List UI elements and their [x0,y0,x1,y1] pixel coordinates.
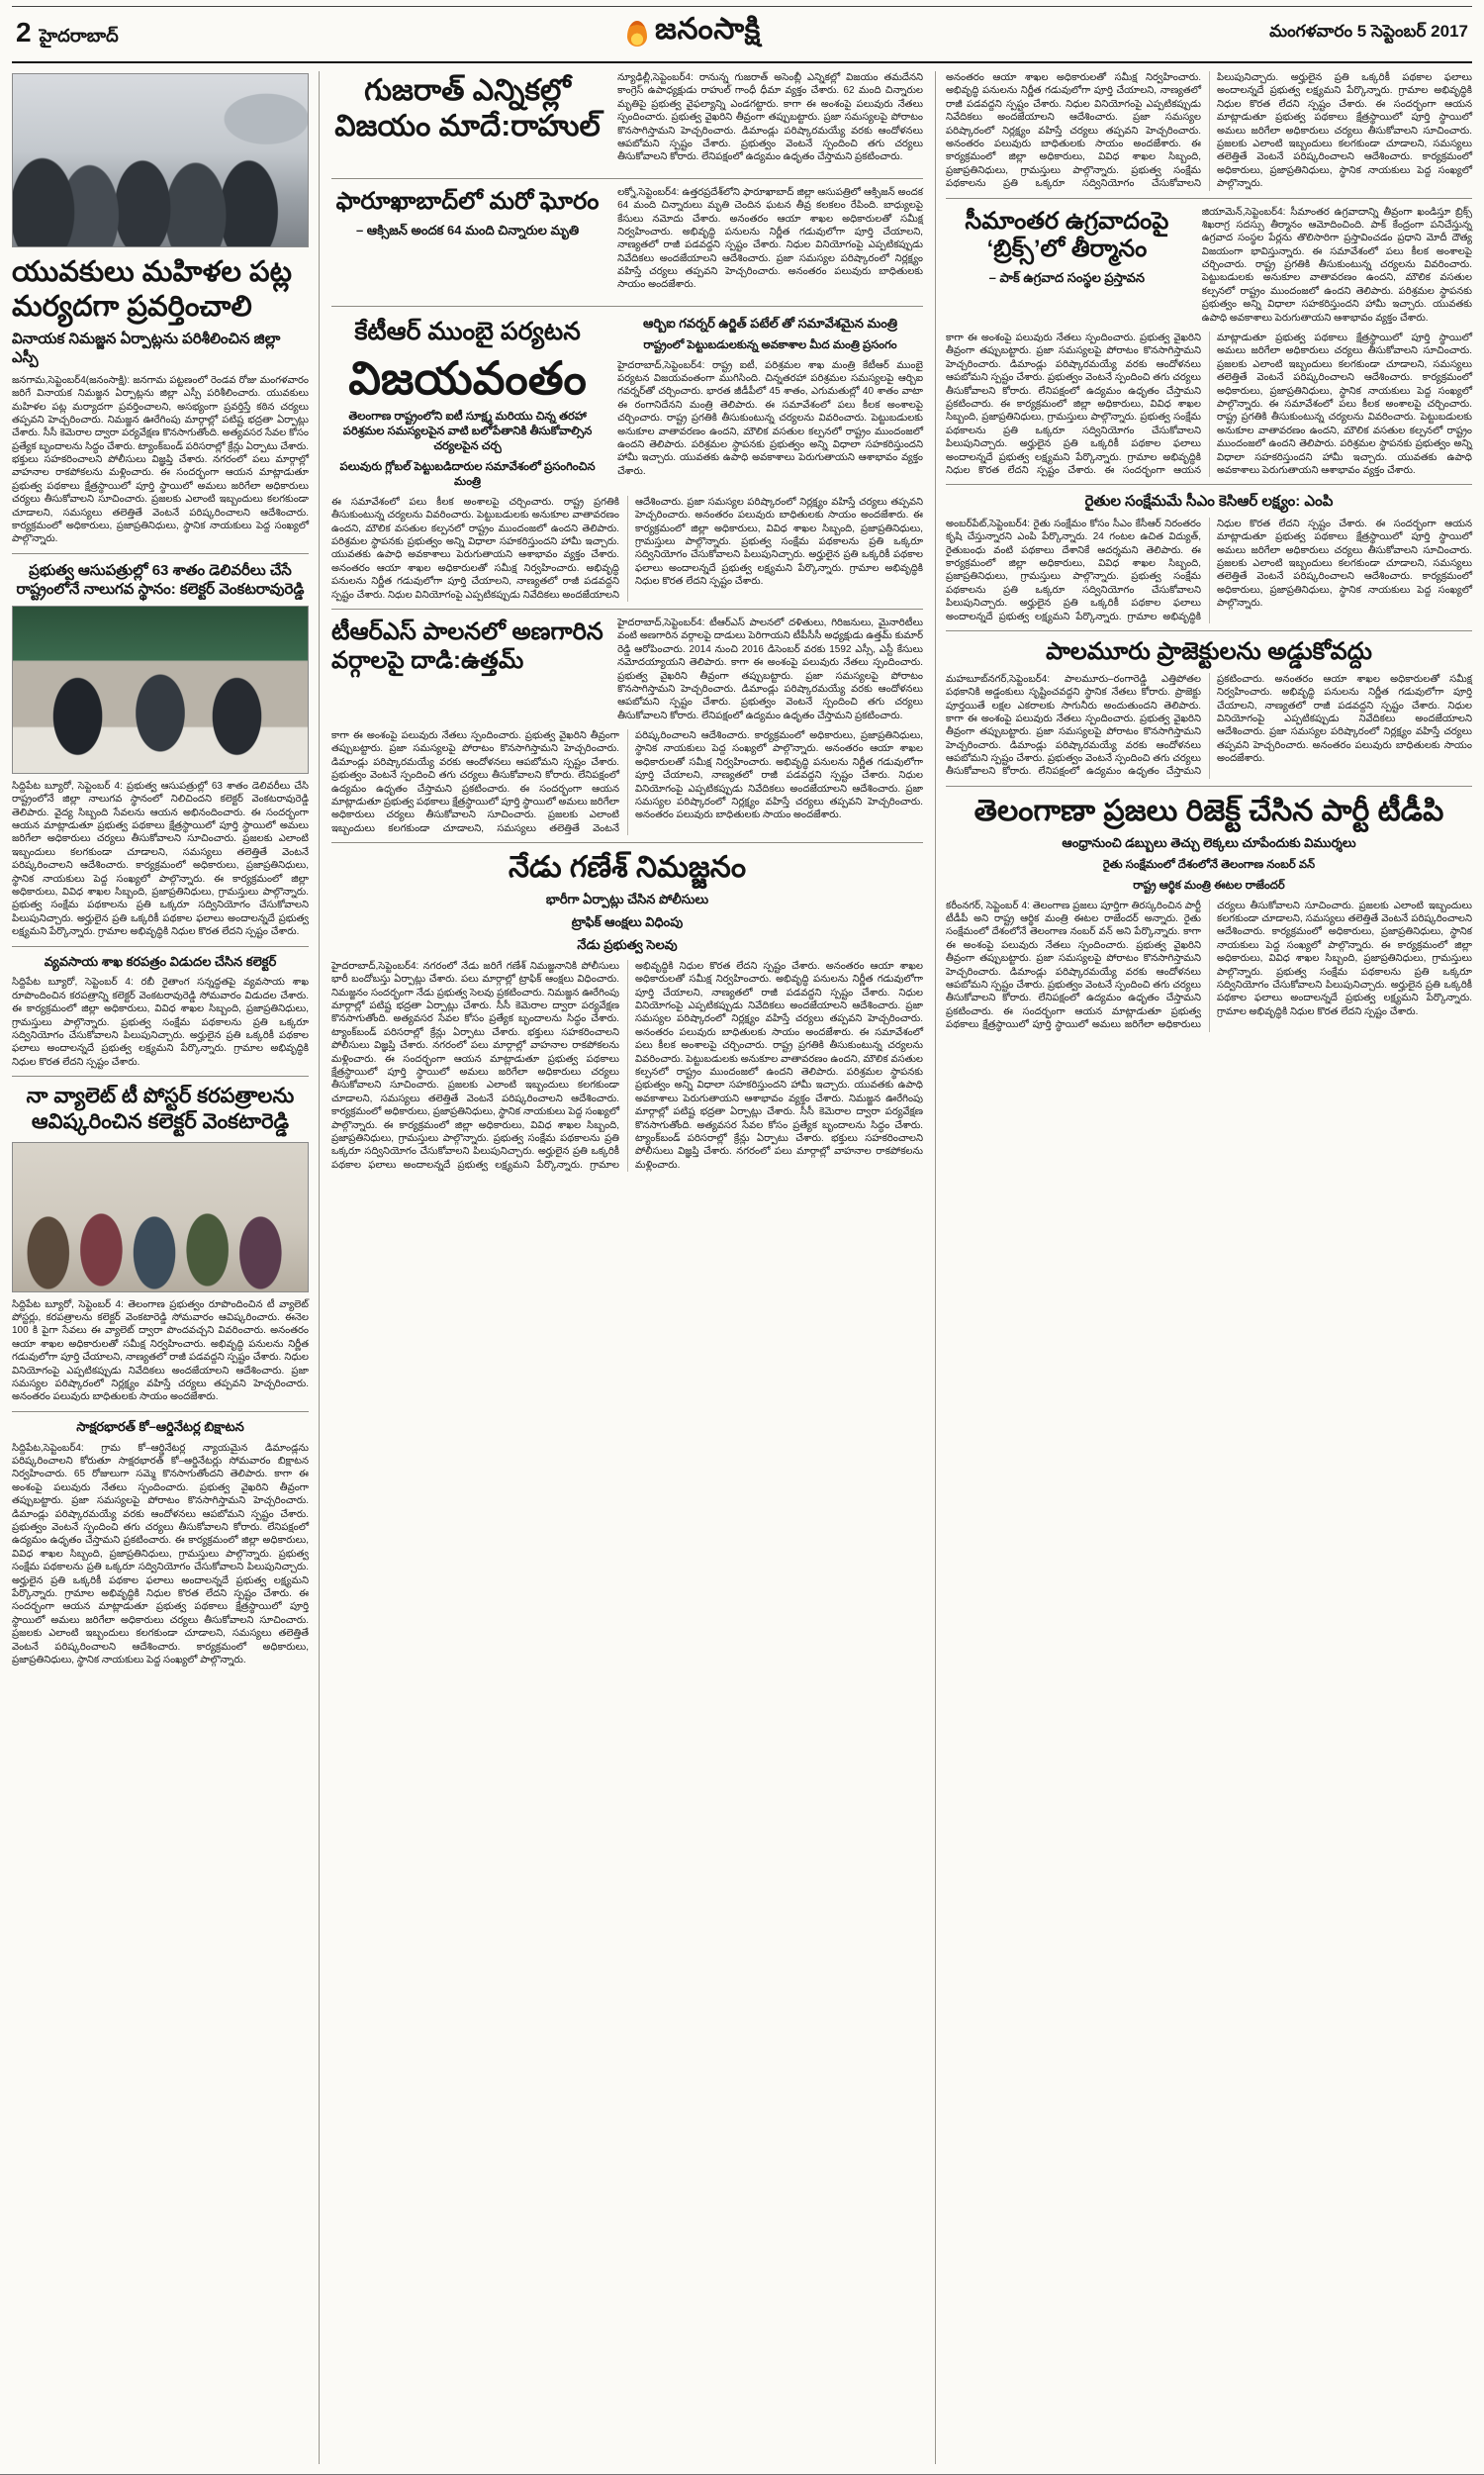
middle-column [319,71,936,2464]
body-text: న్యూఢిల్లీ,సెప్టెంబర్4: రానున్న గుజరాత్ అసెంబ్లీ ఎన్నికల్లో విజయం తమదేనని కాంగ్రెస్ ఉపాధ్యక్షుడు రాహుల్ గాంధీ ధీమా వ్యక్తం చేశారు. 62 మంది చిన్నారుల మృతిపై ప్రభుత్వ వైఫల్యాన్ని ఎండగట్టారు. [617,72,923,110]
body-text: నిమజ్జన ఊరేగింపు మార్గాల్లో పటిష్ట భద్రతా ఏర్పాట్లు చేశారు. సీసీ కెమెరాల ద్వారా పర్యవేక్షణ కొనసాగుతోంది. అత్యవసర సేవల కోసం ప్రత్యేక బృందాలను సిద్ధం చేశారు. ట్యాంక్‌బండ్ పరిసరాల్లో క్రేన్లు ఏర్పాటు చేశారు. భక్తులు సహకరించాలని పోలీసులు విజ్ఞప్తి చేశారు. నగరంలో పలు మార్గాల్లో వాహనాల రాకపోకలను మళ్లించారు. [12,414,310,479]
body-text: సిద్దిపేట,సెప్టెంబర్4: గ్రామ కో–ఆర్డినేటర్ల న్యాయమైన డిమాండ్లను పరిష్కరించాలని కోరుతూ సాక్షరభారత్ కో–ఆర్డినేటర్లు సోమవారం బిక్షాటన నిర్వహించారు. 65 రోజులుగా సమ్మె కొనసాగుతోందని తెలిపారు. [12,1442,309,1480]
headline-gujarat-victory: గుజరాత్ ఎన్నికల్లో విజయం మాదే:రాహుల్ [334,74,601,143]
body-text: అనంతరం ఆయా శాఖల అధికారులతో సమీక్ష నిర్వహించారు. అభివృద్ధి పనులను నిర్ణీత గడువులోగా పూర్తి చేయాలని, నాణ్యతలో రాజీ పడవద్దని స్పష్టం చేశారు. నిధుల వినియోగంపై ఎప్పటికప్పుడు నివేదికలు అందజేయాలని ఆదేశించారు. ప్రజా సమస్యల పరిష్కారంలో నిర్లక్ష్యం వహిస్తే చర్యలు తప్పవని హెచ్చరించారు. అనంతరం పలువురు బాధితులకు సాయం అందజేశారు. [617,213,923,291]
body-text: ఈ కార్యక్రమంలో జిల్లా అధికారులు, వివిధ శాఖల సిబ్బంది, ప్రజాప్రతినిధులు, గ్రామస్తులు పాల్గొన్నారు. ప్రభుత్వ సంక్షేమ పథకాలను ప్రతి ఒక్కరూ సద్వినియోగం చేసుకోవాలని పిలుపునిచ్చారు. అర్హులైన ప్రతి ఒక్కరికీ పథకాల ఫలాలు అందాలన్నదే ప్రభుత్వ లక్ష్యమని పేర్కొన్నారు. గ్రామాల అభివృద్ధికి నిధుల కొరత లేదని స్పష్టం చేశారు. [946,518,1367,622]
headline-attacks-on-weaker-sections: టీఆర్ఎస్ పాలనలో అణగారిన వర్గాలపై దాడి:ఉత్తమ్ [331,618,603,674]
article-tdp-rejected [946,794,1472,1032]
body-text: అనంతరం ఆయా శాఖల అధికారులతో సమీక్ష నిర్వహించారు. అభివృద్ధి పనులను నిర్ణీత గడువులోగా పూర్తి చేయాలని, నాణ్యతలో రాజీ పడవద్దని స్పష్టం చేశారు. నిధుల వినియోగంపై ఎప్పటికప్పుడు నివేదికలు అందజేయాలని ఆదేశించారు. ప్రజా సమస్యల పరిష్కారంలో నిర్లక్ష్యం వహిస్తే చర్యలు తప్పవని హెచ్చరించారు. అనంతరం పలువురు బాధితులకు సాయం అందజేశారు. [331,496,923,601]
flame-icon [627,21,647,47]
headline-agri-leaflet: వ్యవసాయ శాఖ కరపత్రం విడుదల చేసిన కలెక్టర్ [44,953,277,969]
body-text: ఈ కార్యక్రమంలో జిల్లా అధికారులు, వివిధ శాఖల సిబ్బంది, ప్రజాప్రతినిధులు, గ్రామస్తులు పాల్గొన్నారు. ప్రభుత్వ సంక్షేమ పథకాలను ప్రతి ఒక్కరూ సద్వినియోగం చేసుకోవాలని పిలుపునిచ్చారు. అర్హులైన ప్రతి ఒక్కరికీ పథకాల ఫలాలు అందాలన్నదే ప్రభుత్వ లక్ష్యమని పేర్కొన్నారు. గ్రామాల అభివృద్ధికి నిధుల కొరత లేదని స్పష్టం చేశారు. [12,873,309,938]
body-text: సిద్దిపేట బ్యూరో, సెప్టెంబర్ 4: రబీ రైతాంగ సన్నద్ధతపై వ్యవసాయ శాఖ రూపొందించిన కరపత్రాన్ని కలెక్టర్ వెంకటరావురెడ్డి సోమవారం విడుదల చేశారు. [12,977,309,1001]
subhead-rbi-governor-meeting: ఆర్బిఐ గవర్నర్ ఉర్జిత్ పటేల్ తో సమావేశమైన మంత్రి [643,315,898,331]
body-text: కాగా ఈ అంశంపై పలువురు నేతలు స్పందించారు. ప్రభుత్వ వైఖరిని తీవ్రంగా తప్పుబట్టారు. ప్రజా సమస్యలపై పోరాటం కొనసాగిస్తామని హెచ్చరించారు. డిమాండ్లు పరిష్కారమయ్యే వరకు ఆందోళనలు ఆపబోమని స్పష్టం చేశారు. ప్రభుత్వం వెంటనే స్పందించి తగు చర్యలు తీసుకోవాలని కోరారు. లేనిపక్షంలో ఉద్యమం ఉధృతం చేస్తామని ప్రకటించారు. [331,730,619,795]
body-text: ఈ సమావేశంలో పలు కీలక అంశాలపై చర్చించారు. రాష్ట్ర ప్రగతికి తీసుకుంటున్న చర్యలను వివరించారు. పెట్టుబడులకు అనుకూల వాతావరణం ఉందని, మౌలిక వసతుల కల్పనలో రాష్ట్రం ముందంజలో ఉందని తెలిపారు. పరిశ్రమల స్థాపనకు ప్రభుత్వం అన్ని విధాలా సహకరిస్తుందని హామీ ఇచ్చారు. యువతకు ఉపాధి అవకాశాలు పెరుగుతాయని ఆశాభావం వ్యక్తం చేశారు. [1201,245,1472,324]
body-text: కాగా ఈ అంశంపై పలువురు నేతలు స్పందించారు. ప్రభుత్వ వైఖరిని తీవ్రంగా తప్పుబట్టారు. ప్రజా సమస్యలపై పోరాటం కొనసాగిస్తామని హెచ్చరించారు. డిమాండ్లు పరిష్కారమయ్యే వరకు ఆందోళనలు ఆపబోమని స్పష్టం చేశారు. ప్రభుత్వం వెంటనే స్పందించి తగు చర్యలు తీసుకోవాలని కోరారు. లేనిపక్షంలో ఉద్యమం ఉధృతం చేస్తామని ప్రకటించారు. [946,926,1201,1017]
body-text: అనంతరం ఆయా శాఖల అధికారులతో సమీక్ష నిర్వహించారు. అభివృద్ధి పనులను నిర్ణీత గడువులోగా పూర్తి చేయాలని, నాణ్యతలో రాజీ పడవద్దని స్పష్టం చేశారు. నిధుల వినియోగంపై ఎప్పటికప్పుడు నివేదికలు అందజేయాలని ఆదేశించారు. ప్రజా సమస్యల పరిష్కారంలో నిర్లక్ష్యం వహిస్తే చర్యలు తప్పవని హెచ్చరించారు. అనంతరం పలువురు బాధితులకు సాయం అందజేశారు. [635,743,924,821]
headline-tdp-rejected-party: తెలంగాణా ప్రజలు రిజెక్ట్ చేసిన పార్టీ టీడీపి [974,794,1444,827]
article-layout [331,617,923,729]
left-column [12,71,309,2464]
headline-block [946,206,1188,293]
page-info [16,17,119,50]
body-text: హైదరాబాద్,సెప్టెంబర్4: నగరంలో నేడు జరిగే గణేశ్ నిమజ్జనానికి పోలీసులు భారీ బందోబస్తు ఏర్పాట్లు చేశారు. పలు మార్గాల్లో ట్రాఫిక్ ఆంక్షలు విధించారు. నిమజ్జనం సందర్భంగా నేడు ప్రభుత్వ సెలవు ప్రకటించారు. [331,960,619,999]
article-body-columns [331,729,923,835]
article-body-columns [946,518,1472,623]
headline-t-wallet-poster: నా వ్యాలెట్ టీ పోస్టర్ కరపత్రాలను ఆవిష్కరించిన కలెక్టర్ వెంకటారెడ్డి [26,1085,295,1134]
body-text: ఈ కార్యక్రమంలో జిల్లా అధికారులు, వివిధ శాఖల సిబ్బంది, ప్రజాప్రతినిధులు, గ్రామస్తులు పాల్గొన్నారు. ప్రభుత్వ సంక్షేమ పథకాలను ప్రతి ఒక్కరూ సద్వినియోగం చేసుకోవాలని పిలుపునిచ్చారు. అర్హులైన ప్రతి ఒక్కరికీ పథకాల ఫలాలు అందాలన్నదే ప్రభుత్వ లక్ష్యమని పేర్కొన్నారు. గ్రామాల అభివృద్ధికి నిధుల కొరత లేదని స్పష్టం చేశారు. [946,72,1472,190]
divider [331,609,923,610]
body-text: ఈ సందర్భంగా ఆయన మాట్లాడుతూ ప్రభుత్వ పథకాలు క్షేత్రస్థాయిలో పూర్తి స్థాయిలో అమలు జరిగేలా అధికారులు చర్యలు తీసుకోవాలని సూచించారు. ప్రజలకు ఎలాంటి ఇబ్బందులు కలగకుండా చూడాలని, సమస్యలు తలెత్తితే వెంటనే పరిష్కరించాలని ఆదేశించారు. కార్యక్రమంలో అధికారులు, ప్రజాప్రతినిధులు, స్థానిక నాయకులు పెద్ద సంఖ్యలో పాల్గొన్నారు. [946,900,1472,1031]
headline-brics-terrorism: సీమాంతర ఉగ్రవాదంపై ‘బ్రిక్స్’లో తీర్మానం [965,207,1169,263]
issue-date: మంగళవారం 5 సెప్టెంబర్ 2017 [1269,21,1468,41]
headline-behave-respectfully: యువకులు మహిళల పట్ల మర్యదగా ప్రవర్తించాలి [12,256,293,324]
subhead-sp-inspection: వినాయక నిమజ్జన ఏర్పాట్లను పరిశీలించిన జిల్లా ఎస్పీ [12,330,281,367]
article-body [12,374,309,546]
headline-block [331,314,603,496]
body-text: హైదరాబాద్,సెప్టెంబర్4: టీఆర్ఎస్ పాలనలో దళితులు, గిరిజనులు, మైనారిటీలు వంటి అణగారిన వర్గాలపై దాడులు పెరిగాయని టీపీసీసీ అధ్యక్షుడు ఉత్తమ్ కుమార్ రెడ్డి ఆరోపించారు. 2014 నుంచి 2016 డిసెంబర్ వరకు 1592 ఎస్సీ, ఎస్టీ కేసులు నమోదయ్యాయని తెలిపారు. [617,617,923,669]
article-body [12,1442,309,1667]
article-farrukhabad [331,186,923,299]
subhead-andhra-money: ఆంధ్రానుంచి డబ్బులు తెచ్చు లెక్కలు చూపేందుకు విముర్శలు [1062,834,1356,850]
body-text: ఈ సందర్భంగా ఆయన మాట్లాడుతూ ప్రభుత్వ పథకాలు క్షేత్రస్థాయిలో పూర్తి స్థాయిలో అమలు జరిగేలా అధికారులు చర్యలు తీసుకోవాలని సూచించారు. ప్రజలకు ఎలాంటి ఇబ్బందులు కలగకుండా చూడాలని, సమస్యలు తలెత్తితే వెంటనే పరిష్కరించాలని ఆదేశించారు. కార్యక్రమంలో అధికారులు, ప్రజాప్రతినిధులు, స్థానిక నాయకులు పెద్ద సంఖ్యలో పాల్గొన్నారు. [1217,98,1472,190]
body-text: లక్నో,సెప్టెంబర్4: ఉత్తరప్రదేశ్‌లోని ఫారూఖాబాద్ జిల్లా ఆసుపత్రిలో ఆక్సిజన్ అందక 64 మంది చిన్నారులు మృతి చెందిన ఘటన తీవ్ర కలకలం రేపింది. బాధ్యులపై కేసులు నమోదు చేశారు. [617,186,923,225]
body-text: కాగా ఈ అంశంపై పలువురు నేతలు స్పందించారు. ప్రభుత్వ వైఖరిని తీవ్రంగా తప్పుబట్టారు. ప్రజా సమస్యలపై పోరాటం కొనసాగిస్తామని హెచ్చరించారు. డిమాండ్లు పరిష్కారమయ్యే వరకు ఆందోళనలు ఆపబోమని స్పష్టం చేశారు. ప్రభుత్వం వెంటనే స్పందించి తగు చర్యలు తీసుకోవాలని కోరారు. లేనిపక్షంలో ఉద్యమం ఉధృతం చేస్తామని ప్రకటించారు. [617,657,923,721]
body-text: అనంతరం ఆయా శాఖల అధికారులతో సమీక్ష నిర్వహించారు. అభివృద్ధి పనులను నిర్ణీత గడువులోగా పూర్తి చేయాలని, నాణ్యతలో రాజీ పడవద్దని స్పష్టం చేశారు. నిధుల వినియోగంపై ఎప్పటికప్పుడు నివేదికలు అందజేయాలని ఆదేశించారు. ప్రజా సమస్యల పరిష్కారంలో నిర్లక్ష్యం వహిస్తే చర్యలు తప్పవని హెచ్చరించారు. అనంతరం పలువురు బాధితులకు సాయం అందజేశారు. [635,960,924,1038]
article-body-columns [946,900,1472,1032]
body-text: నిమజ్జన ఊరేగింపు మార్గాల్లో పటిష్ట భద్రతా ఏర్పాట్లు చేశారు. సీసీ కెమెరాల ద్వారా పర్యవేక్షణ కొనసాగుతోంది. అత్యవసర సేవల కోసం ప్రత్యేక బృందాలను సిద్ధం చేశారు. ట్యాంక్‌బండ్ పరిసరాల్లో క్రేన్లు ఏర్పాటు చేశారు. భక్తులు సహకరించాలని పోలీసులు విజ్ఞప్తి చేశారు. నగరంలో పలు మార్గాల్లో వాహనాల రాకపోకలను మళ్లించారు. [635,1093,924,1171]
body-text: మహబూబ్‌నగర్,సెప్టెంబర్4: పాలమూరు–రంగారెడ్డి ఎత్తిపోతల పథకానికి అడ్డంకులు సృష్టించవద్దని స్థానిక నేతలు కోరారు. ప్రాజెక్టు పూర్తయితే లక్షల ఎకరాలకు సాగునీరు అందుతుందని తెలిపారు. [946,673,1201,712]
body-text: నిమజ్జన ఊరేగింపు మార్గాల్లో పటిష్ట భద్రతా ఏర్పాట్లు చేశారు. సీసీ కెమెరాల ద్వారా పర్యవేక్షణ కొనసాగుతోంది. అత్యవసర సేవల కోసం ప్రత్యేక బృందాలను సిద్ధం చేశారు. ట్యాంక్‌బండ్ పరిసరాల్లో క్రేన్లు ఏర్పాటు చేశారు. భక్తులు సహకరించాలని పోలీసులు విజ్ఞప్తి చేశారు. నగరంలో పలు మార్గాల్లో వాహనాల రాకపోకలను మళ్లించారు. [331,987,619,1065]
divider [946,198,1472,199]
divider [12,946,309,947]
article-body [617,186,923,292]
article-body-columns [331,960,923,1172]
article-layout [331,71,923,171]
divider [12,1076,309,1077]
body-text: ఈ సందర్భంగా ఆయన మాట్లాడుతూ ప్రభుత్వ పథకాలు క్షేత్రస్థాయిలో పూర్తి స్థాయిలో అమలు జరిగేలా అధికారులు చర్యలు తీసుకోవాలని సూచించారు. ప్రజలకు ఎలాంటి ఇబ్బందులు కలగకుండా చూడాలని, సమస్యలు తలెత్తితే వెంటనే పరిష్కరించాలని ఆదేశించారు. కార్యక్రమంలో అధికారులు, ప్రజాప్రతినిధులు, స్థానిక నాయకులు పెద్ద సంఖ్యలో పాల్గొన్నారు. [1104,333,1472,476]
subhead-msme-discussion: తెలంగాణ రాష్ట్రంలోని ఐటీ సూక్ష్మ మరియు చిన్న తరహా పరిశ్రమల సమస్యలపైన వాటి బలోపేతానికి తీసుకోవాల్సిన చర్యలపైన చర్చ [342,411,593,453]
subhead-police-arrangements: భారీగా ఏర్పాట్లు చేసిన పోలీసులు [545,892,709,907]
divider [946,630,1472,631]
newspaper-logo [627,13,761,53]
article-body [617,359,923,479]
body-text: కాగా ఈ అంశంపై పలువురు నేతలు స్పందించారు. ప్రభుత్వ వైఖరిని తీవ్రంగా తప్పుబట్టారు. ప్రజా సమస్యలపై పోరాటం కొనసాగిస్తామని హెచ్చరించారు. డిమాండ్లు పరిష్కారమయ్యే వరకు ఆందోళనలు ఆపబోమని స్పష్టం చేశారు. ప్రభుత్వం వెంటనే స్పందించి తగు చర్యలు తీసుకోవాలని కోరారు. లేనిపక్షంలో ఉద్యమం ఉధృతం చేస్తామని ప్రకటించారు. [946,333,1201,410]
body-text: సిద్దిపేట బ్యూరో, సెప్టెంబర్ 4: ప్రభుత్వ ఆసుపత్రుల్లో 63 శాతం డెలివరీలు చేసి రాష్ట్రంలోనే జిల్లా నాలుగవ స్థానంలో నిలిచిందని కలెక్టర్ వెంకటరావురెడ్డి తెలిపారు. వైద్య సిబ్బంది సేవలను ఆయన అభినందించారు. [12,780,309,818]
body-text: అనంతరం ఆయా శాఖల అధికారులతో సమీక్ష నిర్వహించారు. అభివృద్ధి పనులను నిర్ణీత గడువులోగా పూర్తి చేయాలని, నాణ్యతలో రాజీ పడవద్దని స్పష్టం చేశారు. నిధుల వినియోగంపై ఎప్పటికప్పుడు నివేదికలు అందజేయాలని ఆదేశించారు. ప్రజా సమస్యల పరిష్కారంలో నిర్లక్ష్యం వహిస్తే చర్యలు తప్పవని హెచ్చరించారు. అనంతరం పలువురు బాధితులకు సాయం అందజేశారు. [946,72,1201,149]
masthead [12,6,1472,63]
subhead-traffic-restrictions: ట్రాఫిక్ ఆంక్షలు విధింపు [571,914,684,930]
body-text: ఈ సమావేశంలో పలు కీలక అంశాలపై చర్చించారు. రాష్ట్ర ప్రగతికి తీసుకుంటున్న చర్యలను వివరించారు. పెట్టుబడులకు అనుకూల వాతావరణం ఉందని, మౌలిక వసతుల కల్పనలో రాష్ట్రం ముందంజలో ఉందని తెలిపారు. పరిశ్రమల స్థాపనకు ప్రభుత్వం అన్ని విధాలా సహకరిస్తుందని హామీ ఇచ్చారు. యువతకు ఉపాధి అవకాశాలు పెరుగుతాయని ఆశాభావం వ్యక్తం చేశారు. [331,496,619,561]
subhead-telangana-number-one: రైతు సంక్షేమంలో దేశంలోనే తెలంగాణ నంబర్ వన్ [1102,858,1316,871]
body-text: కాగా ఈ అంశంపై పలువురు నేతలు స్పందించారు. ప్రభుత్వ వైఖరిని తీవ్రంగా తప్పుబట్టారు. ప్రజా సమస్యలపై పోరాటం కొనసాగిస్తామని హెచ్చరించారు. డిమాండ్లు పరిష్కారమయ్యే వరకు ఆందోళనలు ఆపబోమని స్పష్టం చేశారు. ప్రభుత్వం వెంటనే స్పందించి తగు చర్యలు తీసుకోవాలని కోరారు. లేనిపక్షంలో ఉద్యమం ఉధృతం చేస్తామని ప్రకటించారు. [617,98,923,163]
article-palamuru-projects [946,638,1472,779]
subhead-government-holiday: నేడు ప్రభుత్వ సెలవు [577,937,678,952]
page-content [12,63,1472,2464]
headline-ganesh-immersion-today: నేడు గణేశ్ నిమజ్జనం [508,851,747,885]
photo-collector-meeting [12,606,309,774]
divider [331,842,923,843]
headline-block [331,186,603,245]
article-body [617,71,923,164]
body-text: జియామెన్,సెప్టెంబర్4: సీమాంతర ఉగ్రవాదాన్ని తీవ్రంగా ఖండిస్తూ బ్రిక్స్ శిఖరాగ్ర సదస్సు తీర్మానం ఆమోదించింది. పాక్ కేంద్రంగా పనిచేస్తున్న ఉగ్రవాద సంస్థల పేర్లను తొలిసారిగా ప్రస్తావించడం ప్రధాని మోదీ దౌత్య విజయంగా భావిస్తున్నారు. [1201,206,1472,257]
body-text: అనంతరం ఆయా శాఖల అధికారులతో సమీక్ష నిర్వహించారు. అభివృద్ధి పనులను నిర్ణీత గడువులోగా పూర్తి చేయాలని, నాణ్యతలో రాజీ పడవద్దని స్పష్టం చేశారు. నిధుల వినియోగంపై ఎప్పటికప్పుడు నివేదికలు అందజేయాలని ఆదేశించారు. ప్రజా సమస్యల పరిష్కారంలో నిర్లక్ష్యం వహిస్తే చర్యలు తప్పవని హెచ్చరించారు. అనంతరం పలువురు బాధితులకు సాయం అందజేశారు. [1217,673,1472,765]
body-text: అంబర్‌పేట్,సెప్టెంబర్4: రైతు సంక్షేమం కోసం సీఎం కేసీఆర్ నిరంతరం కృషి చేస్తున్నారని ఎంపి పేర్కొన్నారు. 24 గంటల ఉచిత విద్యుత్, రైతుబంధు వంటి పథకాలు దేశానికే ఆదర్శమని తెలిపారు. [946,518,1201,556]
subhead-investors-meet: పలువురు గ్లోబల్ పెట్టుబడిదారుల సమావేశంలో ప్రసంగించిన మంత్రి [339,460,596,488]
article-body [12,780,309,939]
body-text: ఈ కార్యక్రమంలో జిల్లా అధికారులు, వివిధ శాఖల సిబ్బంది, ప్రజాప్రతినిధులు, గ్రామస్తులు పాల్గొన్నారు. ప్రభుత్వ సంక్షేమ పథకాలను ప్రతి ఒక్కరూ సద్వినియోగం చేసుకోవాలని పిలుపునిచ్చారు. అర్హులైన ప్రతి ఒక్కరికీ పథకాల ఫలాలు అందాలన్నదే ప్రభుత్వ లక్ష్యమని పేర్కొన్నారు. గ్రామాల అభివృద్ధికి నిధుల కొరత లేదని స్పష్టం చేశారు. [1217,939,1472,1017]
article-layout [946,206,1472,333]
headline-kcr-farmers-goal: రైతుల సంక్షేమమే సీఎం కెసిఆర్ లక్ష్యం: ఎంపి [1084,493,1334,511]
article-farmers-welfare [946,492,1472,623]
article-gujarat-rahul [331,71,923,171]
body-text: ఈ కార్యక్రమంలో జిల్లా అధికారులు, వివిధ శాఖల సిబ్బంది, ప్రజాప్రతినిధులు, గ్రామస్తులు పాల్గొన్నారు. ప్రభుత్వ సంక్షేమ పథకాలను ప్రతి ఒక్కరూ సద్వినియోగం చేసుకోవాలని పిలుపునిచ్చారు. అర్హులైన ప్రతి ఒక్కరికీ పథకాల ఫలాలు అందాలన్నదే ప్రభుత్వ లక్ష్యమని పేర్కొన్నారు. గ్రామాల అభివృద్ధికి నిధుల కొరత లేదని స్పష్టం చేశారు. [635,510,923,588]
headline-coordinators-protest: సాక్షరభారత్ కో–ఆర్డినేటర్ల బిక్షాటన [76,1418,244,1434]
body-text: ఈ సందర్భంగా ఆయన మాట్లాడుతూ ప్రభుత్వ పథకాలు క్షేత్రస్థాయిలో పూర్తి స్థాయిలో అమలు జరిగేలా అధికారులు చర్యలు తీసుకోవాలని సూచించారు. ప్రజలకు ఎలాంటి ఇబ్బందులు కలగకుండా చూడాలని, సమస్యలు తలెత్తితే వెంటనే పరిష్కరించాలని ఆదేశించారు. కార్యక్రమంలో అధికారులు, ప్రజాప్రతినిధులు, స్థానిక నాయకులు పెద్ద సంఖ్యలో పాల్గొన్నారు. [331,730,923,834]
article-body [12,976,309,1069]
body-text: ఈ కార్యక్రమంలో జిల్లా అధికారులు, వివిధ శాఖల సిబ్బంది, ప్రజాప్రతినిధులు, గ్రామస్తులు పాల్గొన్నారు. ప్రభుత్వ సంక్షేమ పథకాలను ప్రతి ఒక్కరూ సద్వినియోగం చేసుకోవాలని పిలుపునిచ్చారు. అర్హులైన ప్రతి ఒక్కరికీ పథకాల ఫలాలు అందాలన్నదే ప్రభుత్వ లక్ష్యమని పేర్కొన్నారు. గ్రామాల అభివృద్ధికి నిధుల కొరత లేదని స్పష్టం చేశారు. [331,960,820,1171]
divider [331,178,923,179]
body-text: ఈ సందర్భంగా ఆయన మాట్లాడుతూ ప్రభుత్వ పథకాలు క్షేత్రస్థాయిలో పూర్తి స్థాయిలో అమలు జరిగేలా అధికారులు చర్యలు తీసుకోవాలని సూచించారు. ప్రజలకు ఎలాంటి ఇబ్బందులు కలగకుండా చూడాలని, సమస్యలు తలెత్తితే వెంటనే పరిష్కరించాలని ఆదేశించారు. కార్యక్రమంలో అధికారులు, ప్రజాప్రతినిధులు, స్థానిక నాయకులు పెద్ద సంఖ్యలో పాల్గొన్నారు. [12,1587,310,1666]
divider [946,484,1472,485]
page-number: 2 [16,16,32,48]
body-text: హైదరాబాద్,సెప్టెంబర్4: రాష్ట్ర ఐటీ, పరిశ్రమల శాఖ మంత్రి కేటీఆర్ ముంబై పర్యటన విజయవంతంగా ముగిసింది. చిన్నతరహా పరిశ్రమల సమస్యలపై ఆర్బిఐ గవర్నర్‌తో చర్చించారు. భారత జీడీపీలో 45 శాతం, ఎగుమతుల్లో 40 శాతం వాటా ఈ రంగానిదేనని మంత్రి తెలిపారు. [617,359,923,411]
headline-dont-block-palamuru: పాలమూరు ప్రాజెక్టులను అడ్డుకోవద్దు [1046,637,1372,665]
body-text: ఈ సమావేశంలో పలు కీలక అంశాలపై చర్చించారు. రాష్ట్ర ప్రగతికి తీసుకుంటున్న చర్యలను వివరించారు. పెట్టుబడులకు అనుకూల వాతావరణం ఉందని, మౌలిక వసతుల కల్పనలో రాష్ట్రం ముందంజలో ఉందని తెలిపారు. పరిశ్రమల స్థాపనకు ప్రభుత్వం అన్ని విధాలా సహకరిస్తుందని హామీ ఇచ్చారు. యువతకు ఉపాధి అవకాశాలు పెరుగుతాయని ఆశాభావం వ్యక్తం చేశారు. [1217,398,1472,476]
body-text: జనగామ,సెప్టెంబర్4(జనంసాక్షి): జనగామ పట్టణంలో రెండవ రోజు మంగళవారం జరిగే వినాయక నిమజ్జన ఏర్పాట్లను జిల్లా ఎస్పీ పరిశీలించారు. యువకులు మహిళల పట్ల మర్యాదగా ప్రవర్తించాలని, అసభ్యంగా ప్రవర్తిస్తే కఠిన చర్యలు తప్పవని హెచ్చరించారు. [12,374,309,426]
subhead-pak-terror-groups: – పాక్ ఉగ్రవాద సంస్థల ప్రస్తావన [988,270,1146,286]
body-text: సిద్దిపేట బ్యూరో, సెప్టెంబర్ 4: తెలంగాణ ప్రభుత్వం రూపొందించిన టీ వ్యాలెట్ పోస్టర్లు, కరపత్రాలను కలెక్టర్ వెంకటారెడ్డి సోమవారం ఆవిష్కరించారు. ఈనెల 100 కి పైగా సేవలు ఈ వ్యాలెట్ ద్వారా పొందవచ్చని వివరించారు. [12,1298,309,1337]
article-layout [331,186,923,299]
body-text: ఈ సమావేశంలో పలు కీలక అంశాలపై చర్చించారు. రాష్ట్ర ప్రగతికి తీసుకుంటున్న చర్యలను వివరించారు. పెట్టుబడులకు అనుకూల వాతావరణం ఉందని, మౌలిక వసతుల కల్పనలో రాష్ట్రం ముందంజలో ఉందని తెలిపారు. పరిశ్రమల స్థాపనకు ప్రభుత్వం అన్ని విధాలా సహకరిస్తుందని హామీ ఇచ్చారు. యువతకు ఉపాధి అవకాశాలు పెరుగుతాయని ఆశాభావం వ్యక్తం చేశారు. [617,399,924,477]
article-body-columns [946,332,1472,477]
body-text: ఈ సందర్భంగా ఆయన మాట్లాడుతూ ప్రభుత్వ పథకాలు క్షేత్రస్థాయిలో పూర్తి స్థాయిలో అమలు జరిగేలా అధికారులు చర్యలు తీసుకోవాలని సూచించారు. ప్రజలకు ఎలాంటి ఇబ్బందులు కలగకుండా చూడాలని, సమస్యలు తలెత్తితే వెంటనే పరిష్కరించాలని ఆదేశించారు. కార్యక్రమంలో అధికారులు, ప్రజాప్రతినిధులు, స్థానిక నాయకులు పెద్ద సంఖ్యలో పాల్గొన్నారు. [1217,518,1472,610]
newspaper-title: జనంసాక్షి [655,13,761,46]
article-body-columns [946,71,1472,191]
divider [331,306,923,307]
body-text: ఈ కార్యక్రమంలో జిల్లా అధికారులు, వివిధ శాఖల సిబ్బంది, ప్రజాప్రతినిధులు, గ్రామస్తులు పాల్గొన్నారు. ప్రభుత్వ సంక్షేమ పథకాలను ప్రతి ఒక్కరూ సద్వినియోగం చేసుకోవాలని పిలుపునిచ్చారు. అర్హులైన ప్రతి ఒక్కరికీ పథకాల ఫలాలు అందాలన్నదే ప్రభుత్వ లక్ష్యమని పేర్కొన్నారు. గ్రామాల అభివృద్ధికి నిధుల కొరత లేదని స్పష్టం చేశారు. [12,1003,309,1068]
body-text: ఈ కార్యక్రమంలో జిల్లా అధికారులు, వివిధ శాఖల సిబ్బంది, ప్రజాప్రతినిధులు, గ్రామస్తులు పాల్గొన్నారు. ప్రభుత్వ సంక్షేమ పథకాలను ప్రతి ఒక్కరూ సద్వినియోగం చేసుకోవాలని పిలుపునిచ్చారు. అర్హులైన ప్రతి ఒక్కరికీ పథకాల ఫలాలు అందాలన్నదే ప్రభుత్వ లక్ష్యమని పేర్కొన్నారు. గ్రామాల అభివృద్ధికి నిధుల కొరత లేదని స్పష్టం చేశారు. [12,1535,309,1599]
body-text: కాగా ఈ అంశంపై పలువురు నేతలు స్పందించారు. ప్రభుత్వ వైఖరిని తీవ్రంగా తప్పుబట్టారు. ప్రజా సమస్యలపై పోరాటం కొనసాగిస్తామని హెచ్చరించారు. డిమాండ్లు పరిష్కారమయ్యే వరకు ఆందోళనలు ఆపబోమని స్పష్టం చేశారు. ప్రభుత్వం వెంటనే స్పందించి తగు చర్యలు తీసుకోవాలని కోరారు. లేనిపక్షంలో ఉద్యమం ఉధృతం చేస్తామని ప్రకటించారు. [12,1469,309,1547]
divider [946,786,1472,787]
right-column [946,71,1472,2464]
edition-city: హైదరాబాద్ [39,25,119,46]
kicker-ktr-mumbai-tour: కేటీఆర్ ముంబై పర్యటన [354,317,581,345]
photo-police-inspection [12,73,309,247]
body-text: ఈ కార్యక్రమంలో జిల్లా అధికారులు, వివిధ శాఖల సిబ్బంది, ప్రజాప్రతినిధులు, గ్రామస్తులు పాల్గొన్నారు. ప్రభుత్వ సంక్షేమ పథకాలను ప్రతి ఒక్కరూ సద్వినియోగం చేసుకోవాలని పిలుపునిచ్చారు. అర్హులైన ప్రతి ఒక్కరికీ పథకాల ఫలాలు అందాలన్నదే ప్రభుత్వ లక్ష్యమని పేర్కొన్నారు. గ్రామాల అభివృద్ధికి నిధుల కొరత లేదని స్పష్టం చేశారు. [946,398,1202,476]
article-body-block [617,314,923,485]
body-text: ఈ సందర్భంగా ఆయన మాట్లాడుతూ ప్రభుత్వ పథకాలు క్షేత్రస్థాయిలో పూర్తి స్థాయిలో అమలు జరిగేలా అధికారులు చర్యలు తీసుకోవాలని సూచించారు. ప్రజలకు ఎలాంటి ఇబ్బందులు కలగకుండా చూడాలని, సమస్యలు తలెత్తితే వెంటనే పరిష్కరించాలని ఆదేశించారు. కార్యక్రమంలో అధికారులు, ప్రజాప్రతినిధులు, స్థానిక నాయకులు పెద్ద సంఖ్యలో పాల్గొన్నారు. [331,1053,619,1131]
body-text: అనంతరం ఆయా శాఖల అధికారులతో సమీక్ష నిర్వహించారు. అభివృద్ధి పనులను నిర్ణీత గడువులోగా పూర్తి చేయాలని, నాణ్యతలో రాజీ పడవద్దని స్పష్టం చేశారు. నిధుల వినియోగంపై ఎప్పటికప్పుడు నివేదికలు అందజేయాలని ఆదేశించారు. ప్రజా సమస్యల పరిష్కారంలో నిర్లక్ష్యం వహిస్తే చర్యలు తప్పవని హెచ్చరించారు. అనంతరం పలువురు బాధితులకు సాయం అందజేశారు. [12,1325,309,1403]
headline-deliveries-63pct: ప్రభుత్వ ఆసుపత్రుల్లో 63 శాతం డెలివరీలు చేసే రాష్ట్రంలోనే నాలుగవ స్థానం: కలెక్టర్ వెంకటరావురెడ్డి [16,561,305,599]
article-layout [331,314,923,496]
article-body-columns [946,673,1472,779]
article-ktr-mumbai [331,314,923,602]
body-text: కరీంనగర్, సెప్టెంబర్ 4: తెలంగాణ ప్రజలు పూర్తిగా తిరస్కరించిన పార్టీ టీడీపీ అని రాష్ట్ర ఆర్థిక మంత్రి ఈటల రాజేందర్ అన్నారు. రైతు సంక్షేమంలో దేశంలోనే తెలంగాణ నంబర్ వన్ అని పేర్కొన్నారు. [946,900,1201,938]
body-text: ఈ సమావేశంలో పలు కీలక అంశాలపై చర్చించారు. రాష్ట్ర ప్రగతికి తీసుకుంటున్న చర్యలను వివరించారు. పెట్టుబడులకు అనుకూల వాతావరణం ఉందని, మౌలిక వసతుల కల్పనలో రాష్ట్రం ముందంజలో ఉందని తెలిపారు. పరిశ్రమల స్థాపనకు ప్రభుత్వం అన్ని విధాలా సహకరిస్తుందని హామీ ఇచ్చారు. యువతకు ఉపాధి అవకాశాలు పెరుగుతాయని ఆశాభావం వ్యక్తం చేశారు. [635,1026,924,1104]
subhead-minister-etela: రాష్ట్ర ఆర్థిక మంత్రి ఈటల రాజేందర్ [1133,879,1285,892]
headline-farrukhabad-tragedy: ఫారూఖాబాద్‌లో మరో ఘోరం [335,187,600,215]
photo-certificate-distribution [12,1142,309,1292]
article-ganesh-immersion [331,850,923,1172]
article-body [1202,206,1472,326]
divider [12,553,309,554]
headline-successful: విజయవంతం [348,351,587,404]
article-uttam-trs [331,617,923,835]
subhead-investment-opportunities: రాష్ట్రంలో పెట్టుబడులకున్న అవకాశాల మీద మంత్రి ప్రసంగం [643,338,897,351]
article-body [12,1298,309,1404]
article-body-columns [331,496,923,602]
subhead-oxygen-deaths: – ఆక్సిజన్ అందక 64 మంది చిన్నారుల మృతి [355,222,580,238]
article-brics-resolution [946,206,1472,478]
body-text: ఈ సందర్భంగా ఆయన మాట్లాడుతూ ప్రభుత్వ పథకాలు క్షేత్రస్థాయిలో పూర్తి స్థాయిలో అమలు జరిగేలా అధికారులు చర్యలు తీసుకోవాలని సూచించారు. ప్రజలకు ఎలాంటి ఇబ్బందులు కలగకుండా చూడాలని, సమస్యలు తలెత్తితే వెంటనే పరిష్కరించాలని ఆదేశించారు. కార్యక్రమంలో అధికారులు, ప్రజాప్రతినిధులు, స్థానిక నాయకులు పెద్ద సంఖ్యలో పాల్గొన్నారు. [12,807,309,885]
body-text: కాగా ఈ అంశంపై పలువురు నేతలు స్పందించారు. ప్రభుత్వ వైఖరిని తీవ్రంగా తప్పుబట్టారు. ప్రజా సమస్యలపై పోరాటం కొనసాగిస్తామని హెచ్చరించారు. డిమాండ్లు పరిష్కారమయ్యే వరకు ఆందోళనలు ఆపబోమని స్పష్టం చేశారు. ప్రభుత్వం వెంటనే స్పందించి తగు చర్యలు తీసుకోవాలని కోరారు. లేనిపక్షంలో ఉద్యమం ఉధృతం చేస్తామని ప్రకటించారు. [946,673,1265,778]
body-text: ఈ సందర్భంగా ఆయన మాట్లాడుతూ ప్రభుత్వ పథకాలు క్షేత్రస్థాయిలో పూర్తి స్థాయిలో అమలు జరిగేలా అధికారులు చర్యలు తీసుకోవాలని సూచించారు. ప్రజలకు ఎలాంటి ఇబ్బందులు కలగకుండా చూడాలని, సమస్యలు తలెత్తితే వెంటనే పరిష్కరించాలని ఆదేశించారు. కార్యక్రమంలో అధికారులు, ప్రజాప్రతినిధులు, స్థానిక నాయకులు పెద్ద సంఖ్యలో పాల్గొన్నారు. [12,467,309,545]
divider [12,1411,309,1412]
article-body [617,617,923,722]
